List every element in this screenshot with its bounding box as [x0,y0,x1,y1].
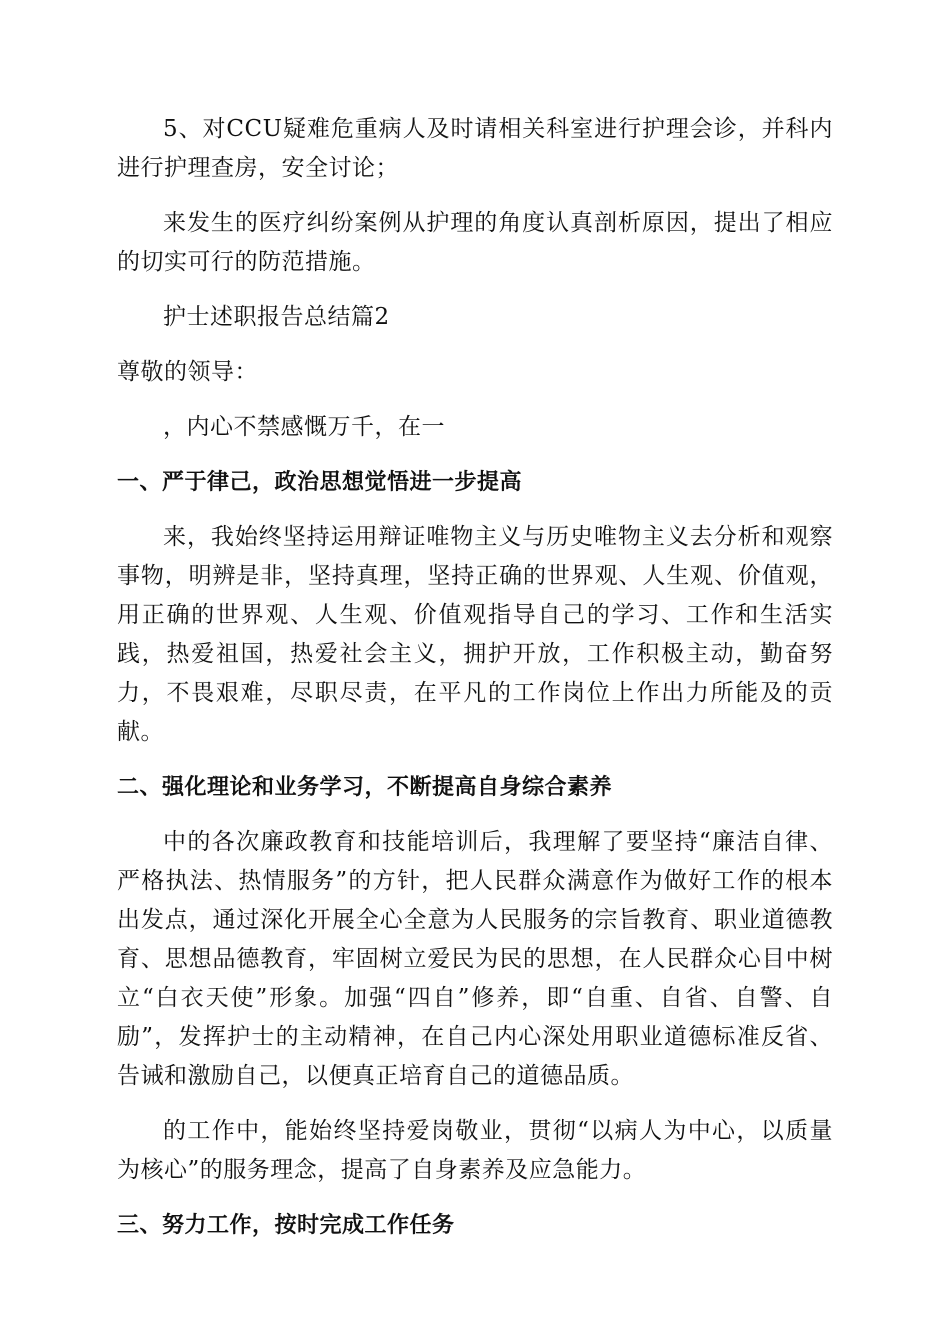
heading-section-3: 三、努力工作，按时完成工作任务 [117,1213,455,1238]
paragraph-service-concept: 的工作中，能始终坚持爱岗敬业，贯彻“以病人为中心，以质量为核心”的服务理念，提高了自身素养及应急能力。 [117,1118,833,1183]
paragraph-political-thought: 来，我始终坚持运用辩证唯物主义与历史唯物主义去分析和观察事物，明辨是非，坚持真理，坚持正确的世界观、人生观、价值观，用正确的世界观、人生观、价值观指导自己的学习、工作和生活实践，热爱祖国，热爱社会主义，拥护开放，工作积极主动，勤奋努力，不畏艰难，尽职尽责，在平凡的工作岗位上作出力所能及的贡献。 [117,524,833,745]
heading-section-2: 二、强化理论和业务学习，不断提高自身综合素养 [117,775,613,800]
section-title-report-2: 护士述职报告总结篇2 [163,304,390,330]
heading-section-1: 一、严于律己，政治思想觉悟进一步提高 [117,470,523,495]
paragraph-ccu-consultation: 5、对CCU疑难危重病人及时请相关科室进行护理会诊，并科内进行护理查房，安全讨论； [117,116,833,181]
salutation: 尊敬的领导： [117,359,258,385]
document-body [117,110,833,1261]
paragraph-intro: ，内心不禁感慨万千，在一 [163,414,445,440]
paragraph-dispute-analysis: 来发生的医疗纠纷案例从护理的角度认真剖析原因，提出了相应的切实可行的防范措施。 [117,210,833,275]
paragraph-ethics-training: 中的各次廉政教育和技能培训后，我理解了要坚持“廉洁自律、严格执法、热情服务”的方针，把人民群众满意作为做好工作的根本出发点，通过深化开展全心全意为人民服务的宗旨教育、职业道德教育、思想品德教育，牢固树立爱民为民的思想，在人民群众心目中树立“白衣天使”形象。加强“四自”修养，即“自重、自省、自警、自励”，发挥护士的主动精神，在自己内心深处用职业道德标准反省、告诫和激励自己，以便真正培育自己的道德品质。 [117,829,833,1089]
